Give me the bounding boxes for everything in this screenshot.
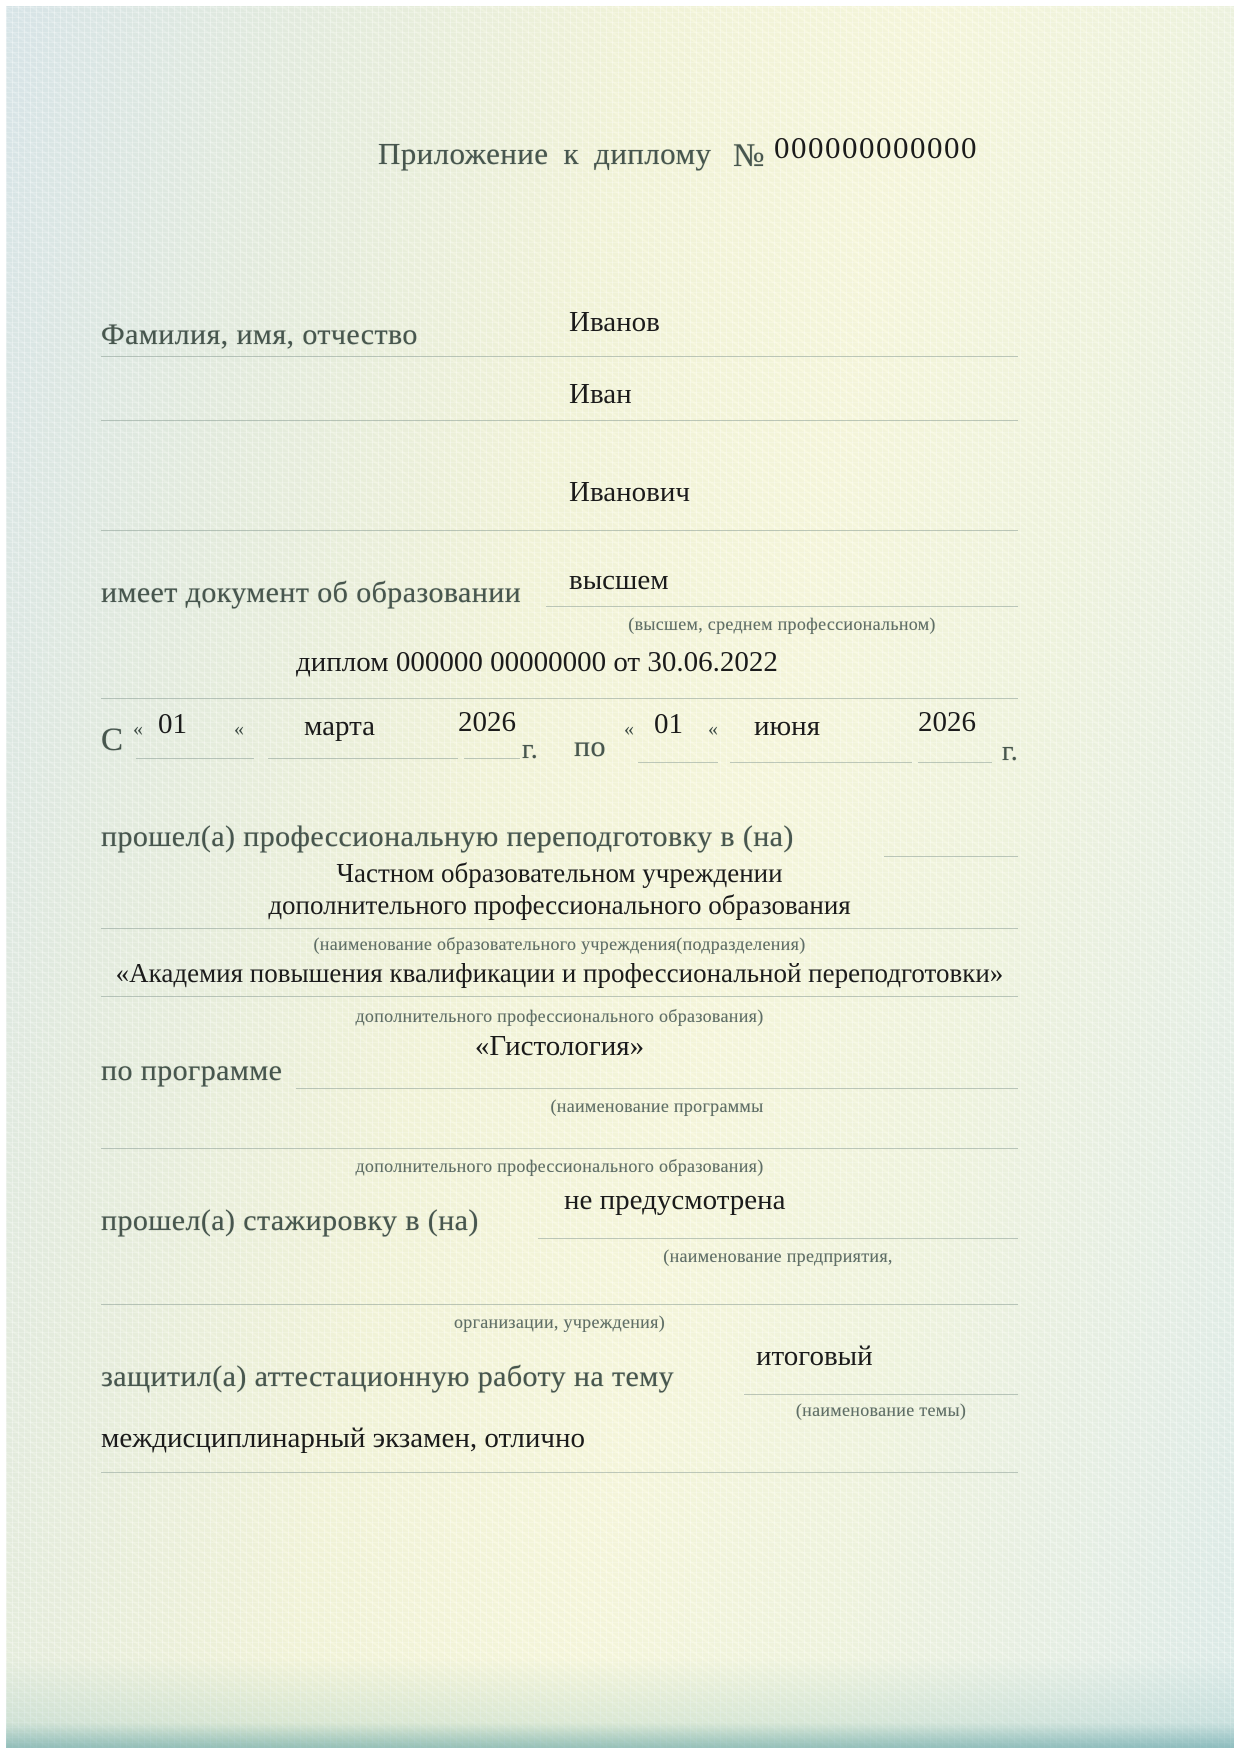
period-prefix: С: [101, 722, 124, 758]
program-hint2: дополнительного профессионального образования): [355, 1156, 764, 1176]
period-from-month: марта: [304, 710, 376, 742]
year-mark: г.: [1002, 736, 1019, 767]
form-line: [546, 606, 1018, 607]
internship-hint2: организации, учреждения): [453, 1312, 665, 1332]
internship-label: прошел(а) стажировку в (на): [101, 1204, 479, 1237]
form-line: [296, 1088, 1018, 1089]
form-line: [101, 1148, 1018, 1149]
period-to-day: 01: [654, 708, 683, 740]
retraining-label: прошел(а) профессиональную переподготовку в (на): [101, 820, 794, 853]
form-line: [101, 530, 1018, 531]
form-line: [538, 1238, 1018, 1239]
form-line: [268, 758, 458, 759]
program-label: по программе: [101, 1054, 283, 1087]
form-line: [101, 996, 1018, 997]
institution-hint2: дополнительного профессионального образования): [355, 1006, 764, 1026]
internship-value: не предусмотрена: [564, 1184, 786, 1216]
institution-line1: Частном образовательном учреждении: [336, 858, 783, 888]
form-line: [101, 1472, 1018, 1473]
education-value: высшем: [569, 564, 669, 596]
period-to-year: 2026: [918, 706, 976, 738]
program-hint: (наименование программы: [550, 1096, 764, 1116]
education-hint: (высшем, среднем профессиональном): [628, 614, 936, 634]
institution-hint: (наименование образовательного учреждения(подразделения): [313, 934, 806, 954]
surname-value: Иванов: [569, 306, 660, 338]
thesis-hint: (наименование темы): [795, 1400, 967, 1420]
quote-open: «: [133, 718, 143, 740]
program-value: «Гистология»: [474, 1030, 645, 1062]
form-line: [101, 356, 1018, 357]
document-number: 000000000000: [774, 130, 978, 165]
form-line: [744, 1394, 1018, 1395]
number-sign: №: [733, 138, 765, 174]
form-line: [464, 758, 520, 759]
form-line: [136, 758, 254, 759]
form-line: [101, 928, 1018, 929]
name-value: Иван: [569, 378, 632, 410]
patronymic-value: Иванович: [569, 476, 690, 508]
institution-line2: дополнительного профессионального образования: [268, 890, 851, 920]
internship-hint: (наименование предприятия,: [663, 1246, 893, 1266]
period-to-month: июня: [754, 710, 821, 742]
quote-close: «: [708, 718, 718, 740]
form-line: [101, 420, 1018, 421]
thesis-value-line1: итоговый: [756, 1340, 873, 1372]
page-title: Приложение к диплому: [378, 136, 712, 171]
form-line: [918, 762, 992, 763]
form-line: [638, 762, 718, 763]
education-label: имеет документ об образовании: [101, 576, 522, 609]
form-line: [101, 698, 1018, 699]
period-from-year: 2026: [458, 706, 516, 738]
period-from-day: 01: [158, 708, 187, 740]
thesis-value-line2: междисциплинарный экзамен, отлично: [101, 1422, 586, 1454]
institution-line3: «Академия повышения квалификации и профессиональной переподготовки»: [115, 958, 1004, 988]
form-line: [730, 762, 912, 763]
form-line: [101, 1304, 1018, 1305]
quote-open: «: [624, 718, 634, 740]
year-mark: г.: [522, 734, 539, 765]
period-to-label: по: [574, 730, 606, 763]
form-line: [884, 856, 1018, 857]
quote-close: «: [234, 718, 244, 740]
thesis-label: защитил(а) аттестационную работу на тему: [101, 1360, 674, 1393]
education-document-value: диплом 000000 00000000 от 30.06.2022: [296, 646, 778, 678]
fio-label: Фамилия, имя, отчество: [101, 318, 418, 351]
